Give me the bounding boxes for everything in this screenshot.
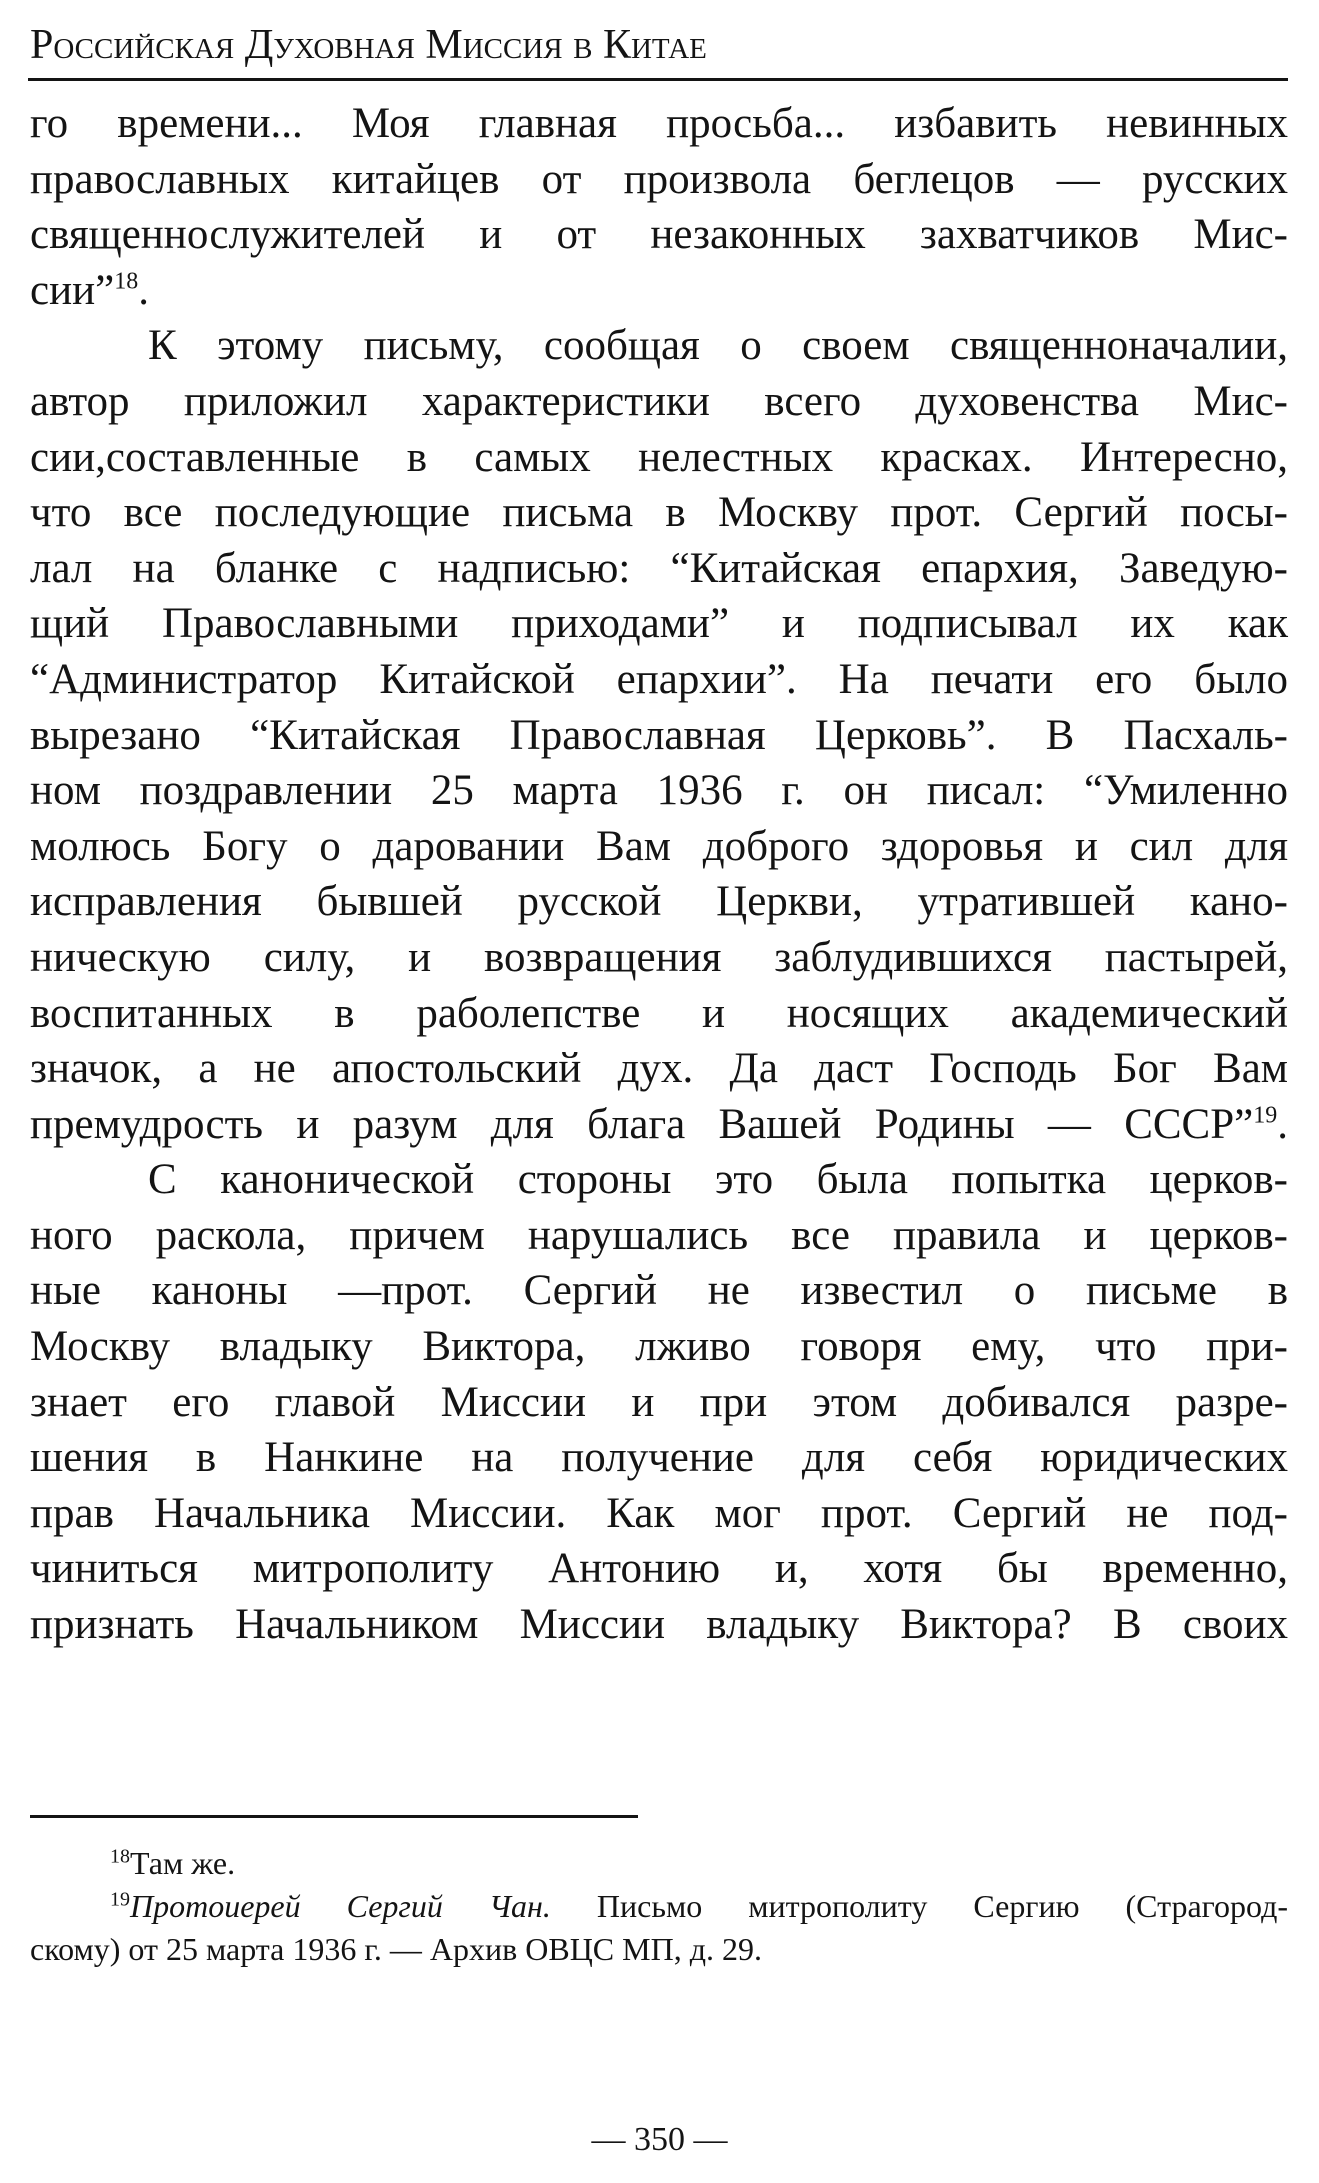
text-line [30,96,1288,152]
line-text: ные каноны —прот. Сергий не известил о письме в [30,1267,1288,1315]
text-line [30,1152,1288,1208]
text-line [30,263,1288,319]
line-text: шения в Нанкине на получение для себя юридических [30,1434,1288,1482]
footnote-number: 18 [110,1845,130,1868]
text-line [30,652,1288,708]
line-text: ного раскола, причем нарушались все правила и церков- [30,1211,1288,1259]
footnote-ref: 18 [114,268,139,295]
text-line [30,207,1288,263]
line-text: что все последующие письма в Москву прот. Сергий посы- [30,489,1288,537]
footnote-author: Протоиерей Сергий Чан. [130,1888,551,1924]
line-text: священнослужителей и от незаконных захватчиков Мис- [30,211,1288,259]
text-line [30,930,1288,986]
footnote-number: 19 [110,1888,130,1911]
line-text: воспитанных в раболепстве и носящих академический [30,989,1288,1037]
line-text: премудрость и разум для блага Вашей Родины — СССР” [30,1100,1254,1148]
text-line [30,1208,1288,1264]
footnote-19 [30,1885,1288,1928]
text-line [30,430,1288,486]
line-text: “Администратор Китайской епархии”. На печати его было [30,655,1288,703]
text-line [30,485,1288,541]
text-line [30,1263,1288,1319]
footnotes [30,1842,1288,1971]
line-text: прав Начальника Миссии. Как мог прот. Сергий не под- [30,1489,1288,1537]
text-line [30,874,1288,930]
text-line [30,1041,1288,1097]
line-text: вырезано “Китайская Православная Церковь”. В Пасхаль- [30,711,1288,759]
text-line [30,1597,1288,1653]
line-text: чиниться митрополиту Антонию и, хотя бы временно, [30,1545,1288,1593]
running-head-text: Российская Духовная Миссия в Китае [30,22,707,68]
line-text: ном поздравлении 25 марта 1936 г. он писал: “Умиленно [30,767,1288,815]
line-text: молюсь Богу о даровании Вам доброго здоровья и сил для [30,822,1288,870]
line-text: Москву владыку Виктора, лживо говоря ему, что при- [30,1323,1288,1371]
line-text: го времени... Моя главная просьба... избавить невинных [30,100,1288,147]
line-text: щий Православными приходами” и подписывал их как [30,600,1288,648]
footnote-19-continued: скому) от 25 марта 1936 г. — Архив ОВЦС МП, д. 29. [30,1931,762,1967]
footnote-ref: 19 [1253,1102,1278,1129]
footnote-text: Там же. [130,1845,236,1881]
main-text [30,96,1288,1653]
line-text: исправления бывшей русской Церкви, утратившей кано- [30,878,1288,926]
line-text: православных китайцев от произвола беглецов — русских [30,155,1288,203]
text-line [30,1319,1288,1375]
line-text: сии” [30,266,115,314]
text-line [30,374,1288,430]
line-text: лал на бланке с надписью: “Китайская епархия, Заведую- [30,544,1288,592]
text-line [30,1375,1288,1431]
text-line [30,318,1288,374]
line-text: К этому письму, сообщая о своем священноначалии, [148,322,1288,370]
header-rule [28,78,1288,81]
page-number: — 350 — [591,2121,728,2158]
line-text: значок, а не апостольский дух. Да даст Господь Бог Вам [30,1045,1288,1093]
text-line [30,152,1288,208]
line-text: знает его главой Миссии и при этом добивался разре- [30,1378,1288,1426]
text-line [30,596,1288,652]
line-text: ническую силу, и возвращения заблудившихся пастырей, [30,933,1288,981]
text-line [30,763,1288,819]
footnote-rule [30,1815,638,1818]
line-punctuation: . [1277,1100,1288,1148]
text-line [30,986,1288,1042]
text-line [30,819,1288,875]
line-punctuation: . [138,266,149,314]
line-text: С канонической стороны это была попытка церков- [148,1156,1288,1204]
line-text: сии,составленные в самых нелестных красках. Интересно, [30,433,1288,481]
line-text: автор приложил характеристики всего духовенства Мис- [30,377,1288,425]
text-line [30,1486,1288,1542]
text-line [30,708,1288,764]
text-line [30,541,1288,597]
footnote-text: Письмо митрополиту Сергию (Страгород- [550,1888,1289,1924]
running-head [30,20,707,70]
line-text: признать Начальником Миссии владыку Виктора? В своих [30,1601,1288,1649]
text-line [30,1097,1288,1153]
text-line [30,1430,1288,1486]
text-line [30,1541,1288,1597]
footnote-18 [30,1842,1288,1885]
